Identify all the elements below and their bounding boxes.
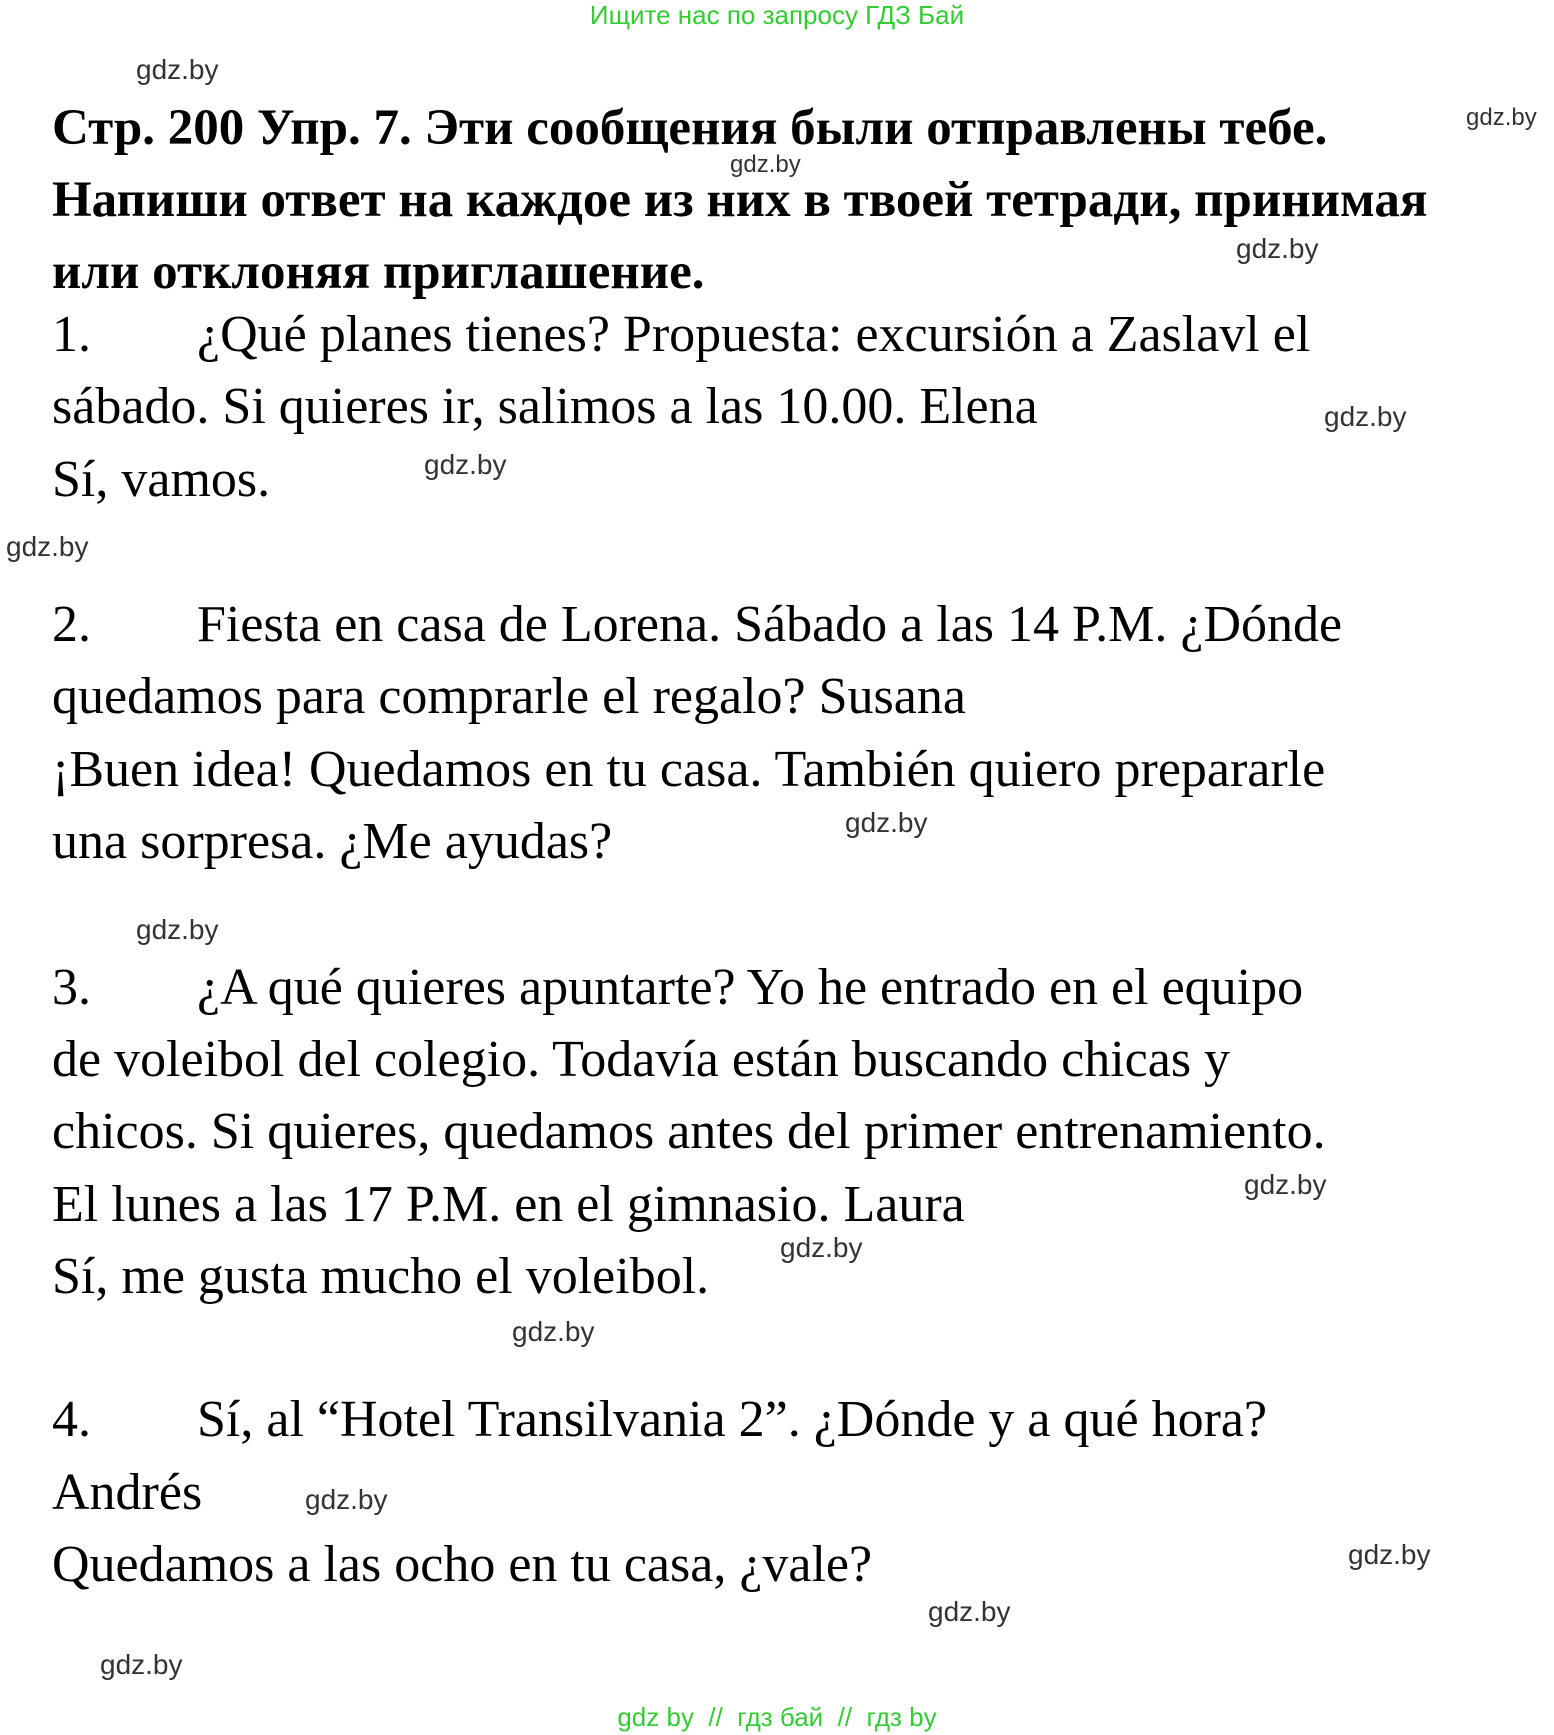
watermark: gdz.by [845, 807, 928, 838]
footer-links: gdz by // гдз бай // гдз by [617, 1702, 937, 1732]
watermark: gdz.by [1324, 401, 1407, 432]
exercise-heading: Стр. 200 Упр. 7. Эти сообщения были отправлены тебе. Напиши ответ на каждое из них в твоей тетради, принимая или отклоняя приглашение. [52, 100, 1428, 300]
watermark: gdz.by [1466, 104, 1537, 131]
watermark: gdz.by [1348, 1539, 1431, 1570]
exercise-3-text: ¿A qué quieres apuntarte? Yo he entrado en el equipo [197, 959, 1304, 1016]
exercise-2-answer-line-2: una sorpresa. ¿Me ayudas? [52, 813, 613, 870]
watermark: gdz.by [424, 449, 507, 480]
exercise-3-line-1 [52, 958, 1303, 1018]
exercise-4-line-2: Andrés [52, 1464, 203, 1521]
exercise-1-text: ¿Qué planes tienes? Propuesta: excursión a Zaslavl el [197, 306, 1311, 363]
watermark: gdz.by [780, 1232, 863, 1263]
watermark: gdz.by [1236, 233, 1319, 264]
top-banner: Ищите нас по запросу ГДЗ Бай [589, 0, 965, 30]
exercise-2-text: Fiesta en casa de Lorena. Sábado a las 14 P.M. ¿Dónde [197, 596, 1343, 653]
watermark: gdz.by [512, 1316, 595, 1347]
exercise-1-number: 1. [52, 306, 91, 363]
watermark: gdz.by [136, 914, 219, 945]
watermark: gdz.by [305, 1484, 388, 1515]
exercise-3-line-4: El lunes a las 17 P.M. en el gimnasio. Laura [52, 1176, 965, 1233]
exercise-2-answer-line-1: ¡Buen idea! Quedamos en tu casa. También quiero prepararle [52, 741, 1326, 798]
watermark: gdz.by [6, 531, 89, 562]
exercise-1-answer: Sí, vamos. [52, 451, 271, 508]
exercise-2-line-1 [52, 595, 1342, 655]
exercise-3-number: 3. [52, 959, 91, 1016]
exercise-1-line-2: sábado. Si quieres ir, salimos a las 10.00. Elena [52, 378, 1038, 435]
exercise-4-number: 4. [52, 1391, 91, 1448]
watermark: gdz.by [1244, 1169, 1327, 1200]
exercise-3-line-2: de voleibol del colegio. Todavía están buscando chicas y [52, 1031, 1231, 1088]
exercise-2-number: 2. [52, 596, 91, 653]
watermark: gdz.by [136, 54, 219, 85]
exercise-4-text: Sí, al “Hotel Transilvania 2”. ¿Dónde y a qué hora? [197, 1391, 1268, 1448]
watermark: gdz.by [100, 1649, 183, 1680]
exercise-2-line-2: quedamos para comprarle el regalo? Susana [52, 668, 966, 725]
exercise-1-line-1 [52, 305, 1310, 365]
exercise-3-answer: Sí, me gusta mucho el voleibol. [52, 1248, 710, 1305]
exercise-4-answer: Quedamos a las ocho en tu casa, ¿vale? [52, 1536, 873, 1593]
watermark: gdz.by [730, 151, 801, 178]
watermark: gdz.by [928, 1596, 1011, 1627]
exercise-3-line-3: chicos. Si quieres, quedamos antes del primer entrenamiento. [52, 1103, 1326, 1160]
exercise-4-line-1 [52, 1390, 1267, 1450]
